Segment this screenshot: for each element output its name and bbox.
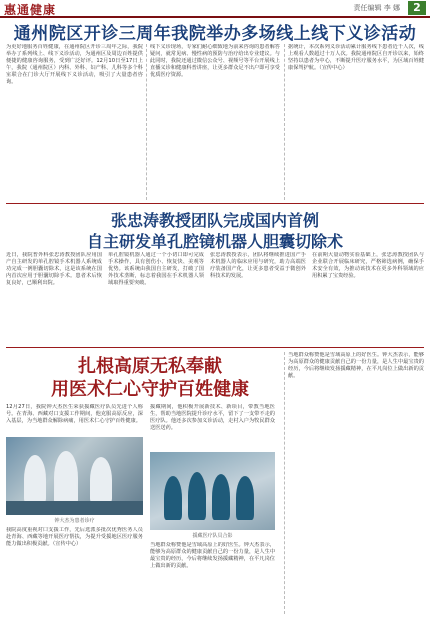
article1-headline: 通州院区开诊三周年我院举办多场线上线下义诊活动 [13, 24, 417, 44]
page-number: 2 [408, 1, 426, 15]
masthead [0, 0, 430, 18]
article3-headline-line1: 扎根高原无私奉献 [78, 356, 222, 377]
article3-col1b: 我院高度重视对口支援工作，先后选派多批次优秀医务人员赴青海、西藏等地开展医疗帮扶，为提升受援地区医疗服务能力做出积极贡献。（宣传中心） [6, 527, 143, 547]
article3-photo2-caption: 援藏医疗队员合影 [192, 533, 233, 539]
article1-col1: 为更好地服务百姓健康，在通州院区开诊三周年之际，我院举办了系列线上、线下义诊活动，为通州区及周边百姓提供便捷的健康咨询服务，受到广泛好评。12月10日至17日上午，我院（通州院区）内科、外科、妇产科、儿科等多个科室联合在门诊大厅开展线下义诊活动，吸引了大量患者咨询。 [6, 44, 143, 85]
article1-col3: 据统计，本次系列义诊活动累计服务线下患者近千人次，线上观看人数超过十万人次。我院通州院区自开诊以来，始终坚持以患者为中心，不断提升医疗服务水平，为区域百姓健康保驾护航。（宣传中心） [288, 44, 424, 71]
article1-col2: 线下义诊现场，专家们耐心细致地为前来咨询的患者解答疑问，就常见病、慢性病的预防与治疗给出专业建议。与此同时，我院还通过微信公众号、视频号等平台开展线上直播义诊和健康科普讲座，让更多群众足不出户即可享受优质医疗资源。 [150, 44, 280, 78]
column-divider [146, 44, 147, 200]
article2-headline-line2: 自主研发单孔腔镜机器人胆囊切除术 [86, 232, 343, 251]
article2-headline-line1: 张忠涛教授团队完成国内首例 [110, 211, 319, 230]
section-rule [6, 203, 424, 204]
article3-col2: 援藏期间，他积极开展新技术、新项目，带教当地医生，帮助当地医院提升诊疗水平，留下了一支带不走的医疗队。他还多次参加义诊活动，走村入户为牧民群众送医送药。 [150, 404, 275, 431]
section-rule [6, 347, 424, 348]
article2-col1: 近日，我院普外科张忠涛教授团队应用国产自主研发的单孔腔镜手术机器人系统成功完成一例胆囊切除术，这是该系统在国内首次应用于胆囊切除手术。患者术后恢复良好，已顺利出院。 [6, 252, 102, 286]
column-divider [284, 44, 285, 200]
column-divider [284, 352, 285, 614]
article3-col3: 当地群众称赞他是雪域高原上的好医生。钟大杰表示，能够为高原群众的健康贡献自己的一份力量，是人生中最宝贵的经历，今后将继续发扬援藏精神，在平凡岗位上做出新的贡献。 [288, 352, 424, 379]
article2-col4: 在前期大量动物实验基础上，张忠涛教授团队与企业联合开展临床研究，严格筛选病例，确保手术安全有效，为推动该技术在更多外科领域的应用积累了宝贵经验。 [312, 252, 424, 279]
article3-photo-team [150, 452, 275, 530]
article3-col2b: 当地群众称赞他是雪域高原上的好医生。钟大杰表示，能够为高原群众的健康贡献自己的一份力量，是人生中最宝贵的经历，今后将继续发扬援藏精神，在平凡岗位上做出新的贡献。 [150, 542, 275, 569]
article2-col2: 单孔腔镜机器人通过一个小切口即可完成手术操作，具有创伤小、恢复快、美观等优势。该系统由我国自主研发，打破了国外技术垄断，标志着我国在手术机器人领域取得重要突破。 [108, 252, 204, 286]
article3-headline-line2: 用医术仁心守护百姓健康 [51, 379, 249, 400]
article3-photo1-caption: 钟大杰为患者诊疗 [54, 518, 95, 524]
article3-col1: 12月27日，我院钟大杰医生荣获援藏医疗队员先进个人称号。在青海、西藏对口支援工作期间，他克服高原反应，深入基层，为当地群众解除病痛，用医术仁心守护百姓健康。 [6, 404, 143, 424]
masthead-brand: 惠通健康 [4, 3, 57, 17]
article3-photo-surgery [6, 437, 143, 515]
masthead-editor: 责任编辑 李 娜 [353, 4, 400, 12]
article2-col3: 张忠涛教授表示，团队将继续推进国产手术机器人的临床应用与研究，助力高端医疗装备国产化，让更多患者受益于微创外科技术的发展。 [210, 252, 306, 279]
